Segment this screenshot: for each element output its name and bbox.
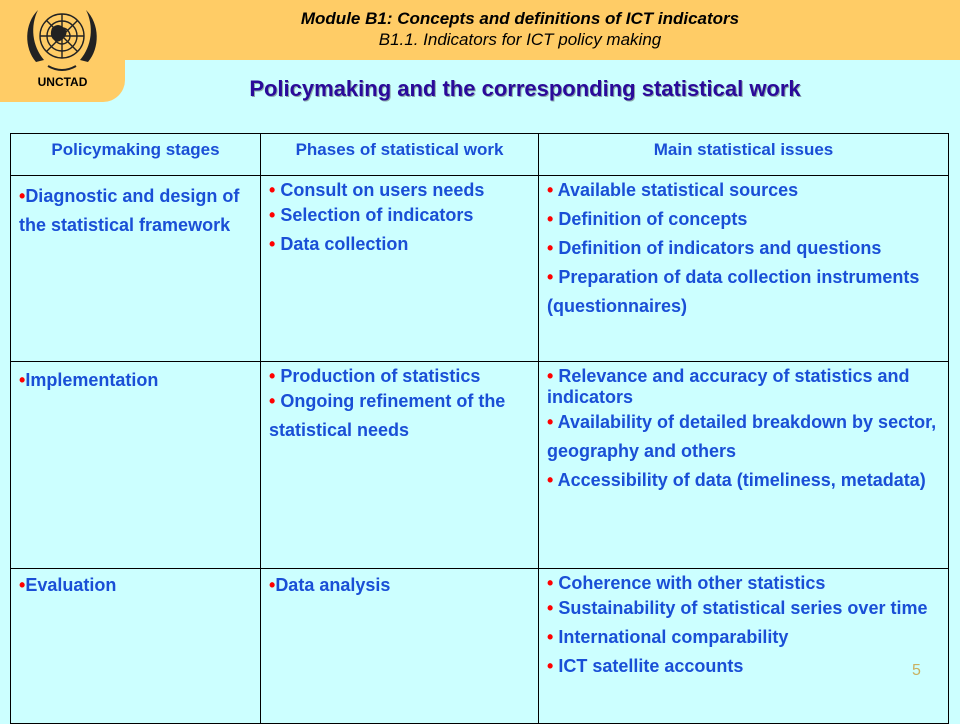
phases-cell — [261, 362, 539, 569]
bullet-icon: • — [547, 267, 554, 287]
stage-cell — [11, 569, 261, 724]
list-item: • Sustainability of statistical series over time — [547, 598, 928, 618]
bullet-icon: • — [547, 470, 554, 490]
list-item: • Available statistical sources — [547, 180, 799, 200]
list-item: •Data analysis — [269, 575, 391, 595]
list-item: •Evaluation — [19, 575, 117, 595]
list-item: • Ongoing refinement of the statistical needs — [269, 391, 506, 440]
module-title: Module B1: Concepts and definitions of ICT indicators — [300, 9, 740, 28]
list-item: • Data collection — [269, 234, 409, 254]
bullet-icon: • — [19, 575, 26, 595]
bullet-icon: • — [547, 598, 554, 618]
phases-cell — [261, 176, 539, 362]
bullet-icon: • — [19, 370, 26, 390]
slide-title: Policymaking and the corresponding statistical work — [249, 76, 801, 101]
bullet-icon: • — [547, 180, 554, 200]
column-header-issues: Main statistical issues — [539, 134, 949, 176]
column-header-stages: Policymaking stages — [11, 134, 261, 176]
list-item: • Coherence with other statistics — [547, 573, 826, 593]
bullet-icon: • — [269, 234, 276, 254]
slide-number: 5 — [912, 662, 921, 679]
list-item: • Accessibility of data (timeliness, metadata) — [547, 470, 926, 490]
issues-cell — [539, 362, 949, 569]
bullet-icon: • — [269, 205, 276, 225]
list-item: • Relevance and accuracy of statistics and indicators — [547, 366, 910, 407]
list-item: • Consult on users needs — [269, 180, 485, 200]
bullet-icon: • — [547, 412, 554, 432]
list-item: • Production of statistics — [269, 366, 481, 386]
bullet-icon: • — [547, 366, 554, 386]
module-subtitle: B1.1. Indicators for ICT policy making — [378, 30, 662, 49]
list-item: • ICT satellite accounts — [547, 656, 744, 676]
phases-cell — [261, 569, 539, 724]
table-row — [11, 362, 949, 569]
list-item: • Preparation of data collection instruments (questionnaires) — [547, 267, 920, 316]
table-row — [11, 176, 949, 362]
bullet-icon: • — [269, 180, 276, 200]
list-item: •Diagnostic and design of the statistical framework — [19, 186, 240, 235]
stage-cell — [11, 176, 261, 362]
policy-table — [10, 133, 949, 724]
logo-tab — [0, 0, 125, 102]
column-header-phases: Phases of statistical work — [261, 134, 539, 176]
issues-cell — [539, 569, 949, 724]
bullet-icon: • — [547, 238, 554, 258]
org-name: UNCTAD — [37, 75, 88, 89]
bullet-icon: • — [547, 573, 554, 593]
list-item: • International comparability — [547, 627, 789, 647]
issues-cell — [539, 176, 949, 362]
list-item: • Definition of concepts — [547, 209, 748, 229]
list-item: • Selection of indicators — [269, 205, 474, 225]
list-item: • Availability of detailed breakdown by sector, geography and others — [547, 412, 937, 461]
bullet-icon: • — [547, 209, 554, 229]
bullet-icon: • — [19, 186, 26, 206]
table-header-row — [11, 134, 949, 176]
list-item: • Definition of indicators and questions — [547, 238, 882, 258]
table-row — [11, 569, 949, 724]
bullet-icon: • — [547, 656, 554, 676]
bullet-icon: • — [547, 627, 554, 647]
bullet-icon: • — [269, 391, 276, 411]
stage-cell — [11, 362, 261, 569]
list-item: •Implementation — [19, 370, 159, 390]
bullet-icon: • — [269, 575, 276, 595]
bullet-icon: • — [269, 366, 276, 386]
un-emblem-icon — [22, 2, 102, 78]
